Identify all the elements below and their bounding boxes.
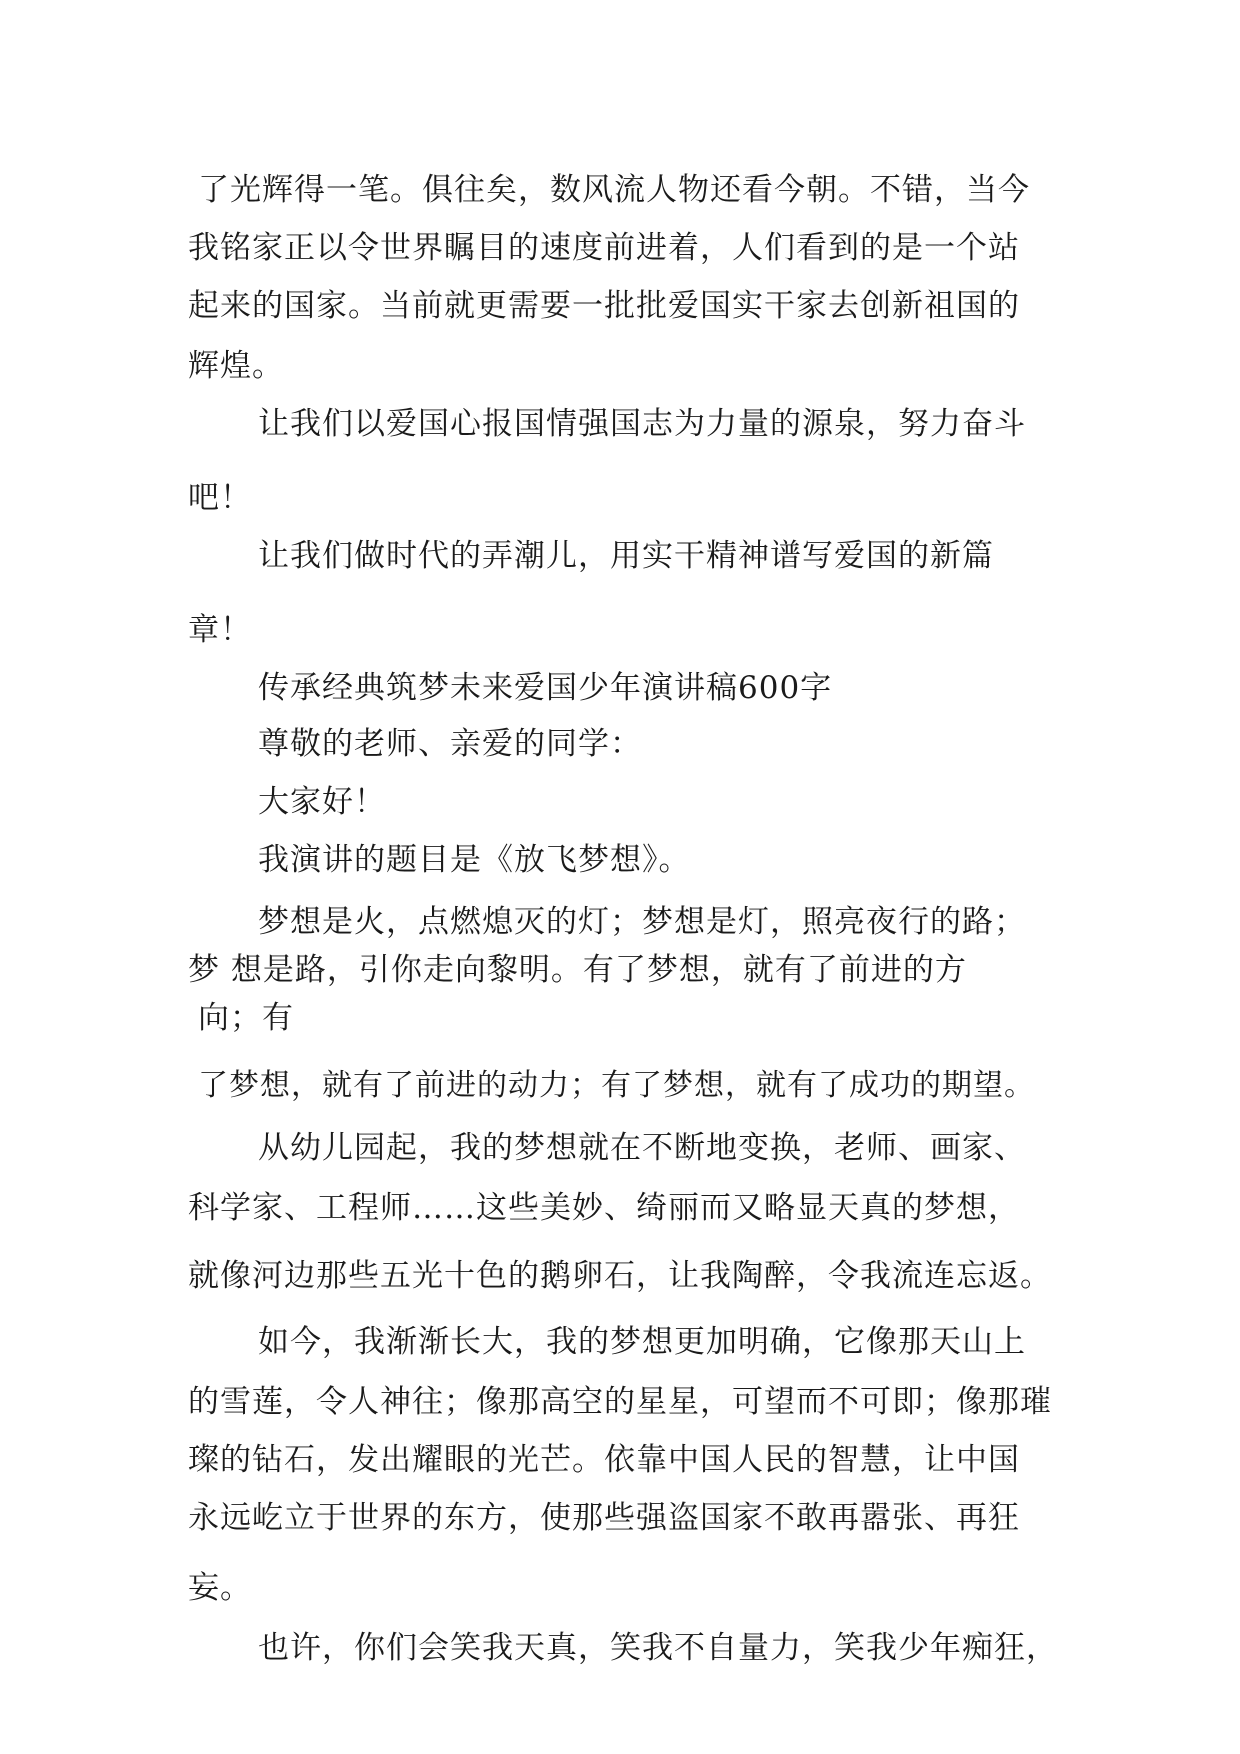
text-line: 尊敬的老师、亲爱的同学： — [258, 726, 642, 762]
text-line: 大家好！ — [258, 784, 386, 820]
text-line: 让我们做时代的弄潮儿，用实干精神谱写爱国的新篇 — [258, 538, 994, 574]
text-line: 就像河边那些五光十色的鹅卵石，让我陶醉，令我流连忘返。 — [188, 1258, 1052, 1294]
text-line: 了光辉得一笔。俱往矣，数风流人物还看今朝。不错，当今 — [198, 172, 1030, 208]
text-line: 的雪莲，令人神往；像那高空的星星，可望而不可即；像那璀 — [188, 1384, 1052, 1420]
text-line: 向；有 — [198, 1000, 294, 1036]
text-line: 让我们以爱国心报国情强国志为力量的源泉，努力奋斗 — [258, 406, 1026, 442]
text-line: 起来的国家。当前就更需要一批批爱国实干家去创新祖国的 — [188, 288, 1020, 324]
text-line: 梦 想是路，引你走向黎明。有了梦想，就有了前进的方 — [188, 952, 967, 988]
text-line: 如今，我渐渐长大，我的梦想更加明确，它像那天山上 — [258, 1324, 1026, 1360]
text-line: 我演讲的题目是《放飞梦想》。 — [258, 842, 691, 878]
text-line: 吧！ — [188, 480, 252, 516]
text-line: 辉煌。 — [188, 348, 284, 384]
text-line: 章！ — [188, 612, 252, 648]
text-line: 妄。 — [188, 1570, 252, 1606]
text-line: 永远屹立于世界的东方，使那些强盗国家不敢再嚣张、再狂 — [188, 1500, 1020, 1536]
text-line: 了梦想，就有了前进的动力；有了梦想，就有了成功的期望。 — [198, 1068, 1035, 1103]
text-line: 璨的钻石，发出耀眼的光芒。依靠中国人民的智慧，让中国 — [188, 1442, 1020, 1478]
text-line: 也许，你们会笑我天真，笑我不自量力，笑我少年痴狂， — [258, 1630, 1058, 1666]
text-line: 从幼儿园起，我的梦想就在不断地变换，老师、画家、 — [258, 1130, 1026, 1166]
text-line: 科学家、工程师……这些美妙、绮丽而又略显天真的梦想， — [188, 1190, 1020, 1226]
text-line: 梦想是火，点燃熄灭的灯；梦想是灯，照亮夜行的路； — [258, 904, 1026, 940]
text-line: 我铭家正以令世界瞩目的速度前进着，人们看到的是一个站 — [188, 230, 1020, 266]
text-line: 传承经典筑梦未来爱国少年演讲稿600字 — [258, 670, 833, 706]
